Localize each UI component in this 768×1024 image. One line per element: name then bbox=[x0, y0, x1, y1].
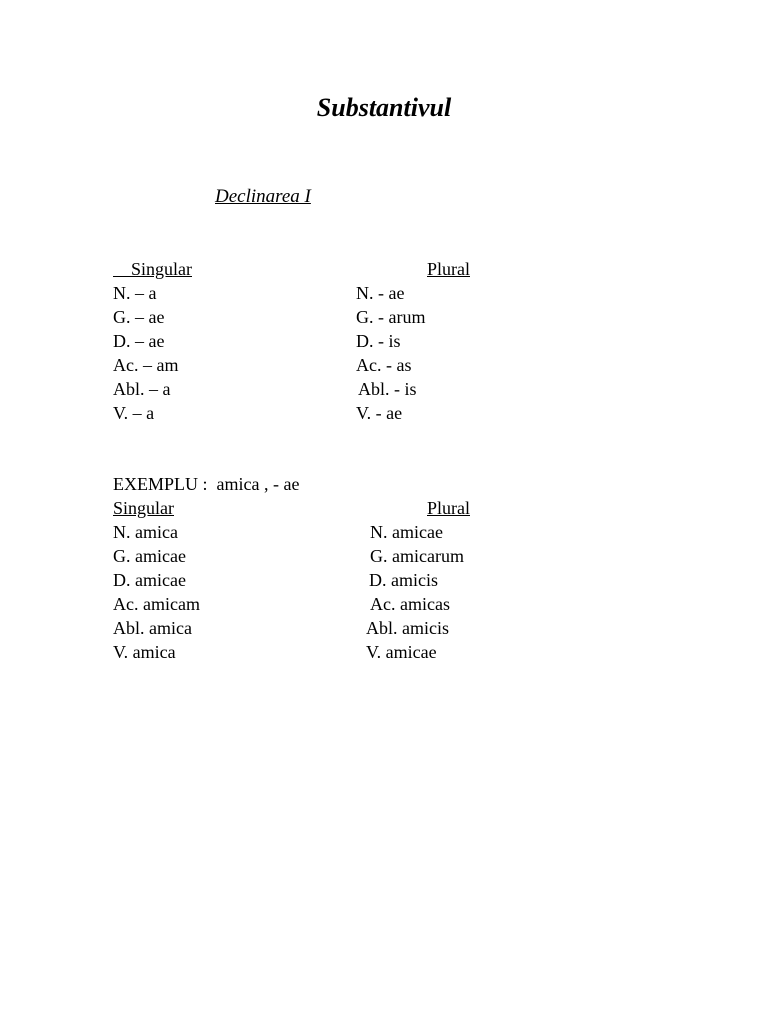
table1-plural-header: Plural bbox=[427, 259, 470, 279]
example-plural-header: Plural bbox=[427, 498, 470, 518]
table1-singular-row: Ac. – am bbox=[113, 355, 179, 375]
example-singular-row: Abl. amica bbox=[113, 618, 192, 638]
example-plural-row: D. amicis bbox=[369, 570, 438, 590]
table1-plural-row: N. - ae bbox=[356, 283, 405, 303]
example-singular-row: D. amicae bbox=[113, 570, 186, 590]
example-singular-row: Ac. amicam bbox=[113, 594, 200, 614]
example-singular-row: G. amicae bbox=[113, 546, 186, 566]
example-plural-row: N. amicae bbox=[370, 522, 443, 542]
table1-plural-row: D. - is bbox=[356, 331, 401, 351]
table1-singular-row: Abl. – a bbox=[113, 379, 171, 399]
table1-plural-row: V. - ae bbox=[356, 403, 403, 423]
table1-plural-row: G. - arum bbox=[356, 307, 426, 327]
example-singular-row: N. amica bbox=[113, 522, 178, 542]
table1-plural-row: Abl. - is bbox=[358, 379, 417, 399]
example-singular-header: Singular bbox=[113, 498, 174, 518]
example-plural-row: G. amicarum bbox=[370, 546, 464, 566]
table1-plural-row: Ac. - as bbox=[356, 355, 412, 375]
example-label: EXEMPLU : amica , - ae bbox=[113, 474, 300, 494]
example-plural-row: V. amicae bbox=[366, 642, 437, 662]
example-plural-row: Abl. amicis bbox=[366, 618, 449, 638]
page-title: Substantivul bbox=[316, 93, 452, 122]
section-subtitle: Declinarea I bbox=[215, 186, 311, 207]
example-singular-row: V. amica bbox=[113, 642, 176, 662]
table1-singular-header: Singular bbox=[113, 259, 192, 279]
table1-singular-row: N. – a bbox=[113, 283, 157, 303]
table1-singular-row: D. – ae bbox=[113, 331, 165, 351]
table1-singular-row: V. – a bbox=[113, 403, 155, 423]
table1-singular-row: G. – ae bbox=[113, 307, 165, 327]
example-plural-row: Ac. amicas bbox=[370, 594, 450, 614]
